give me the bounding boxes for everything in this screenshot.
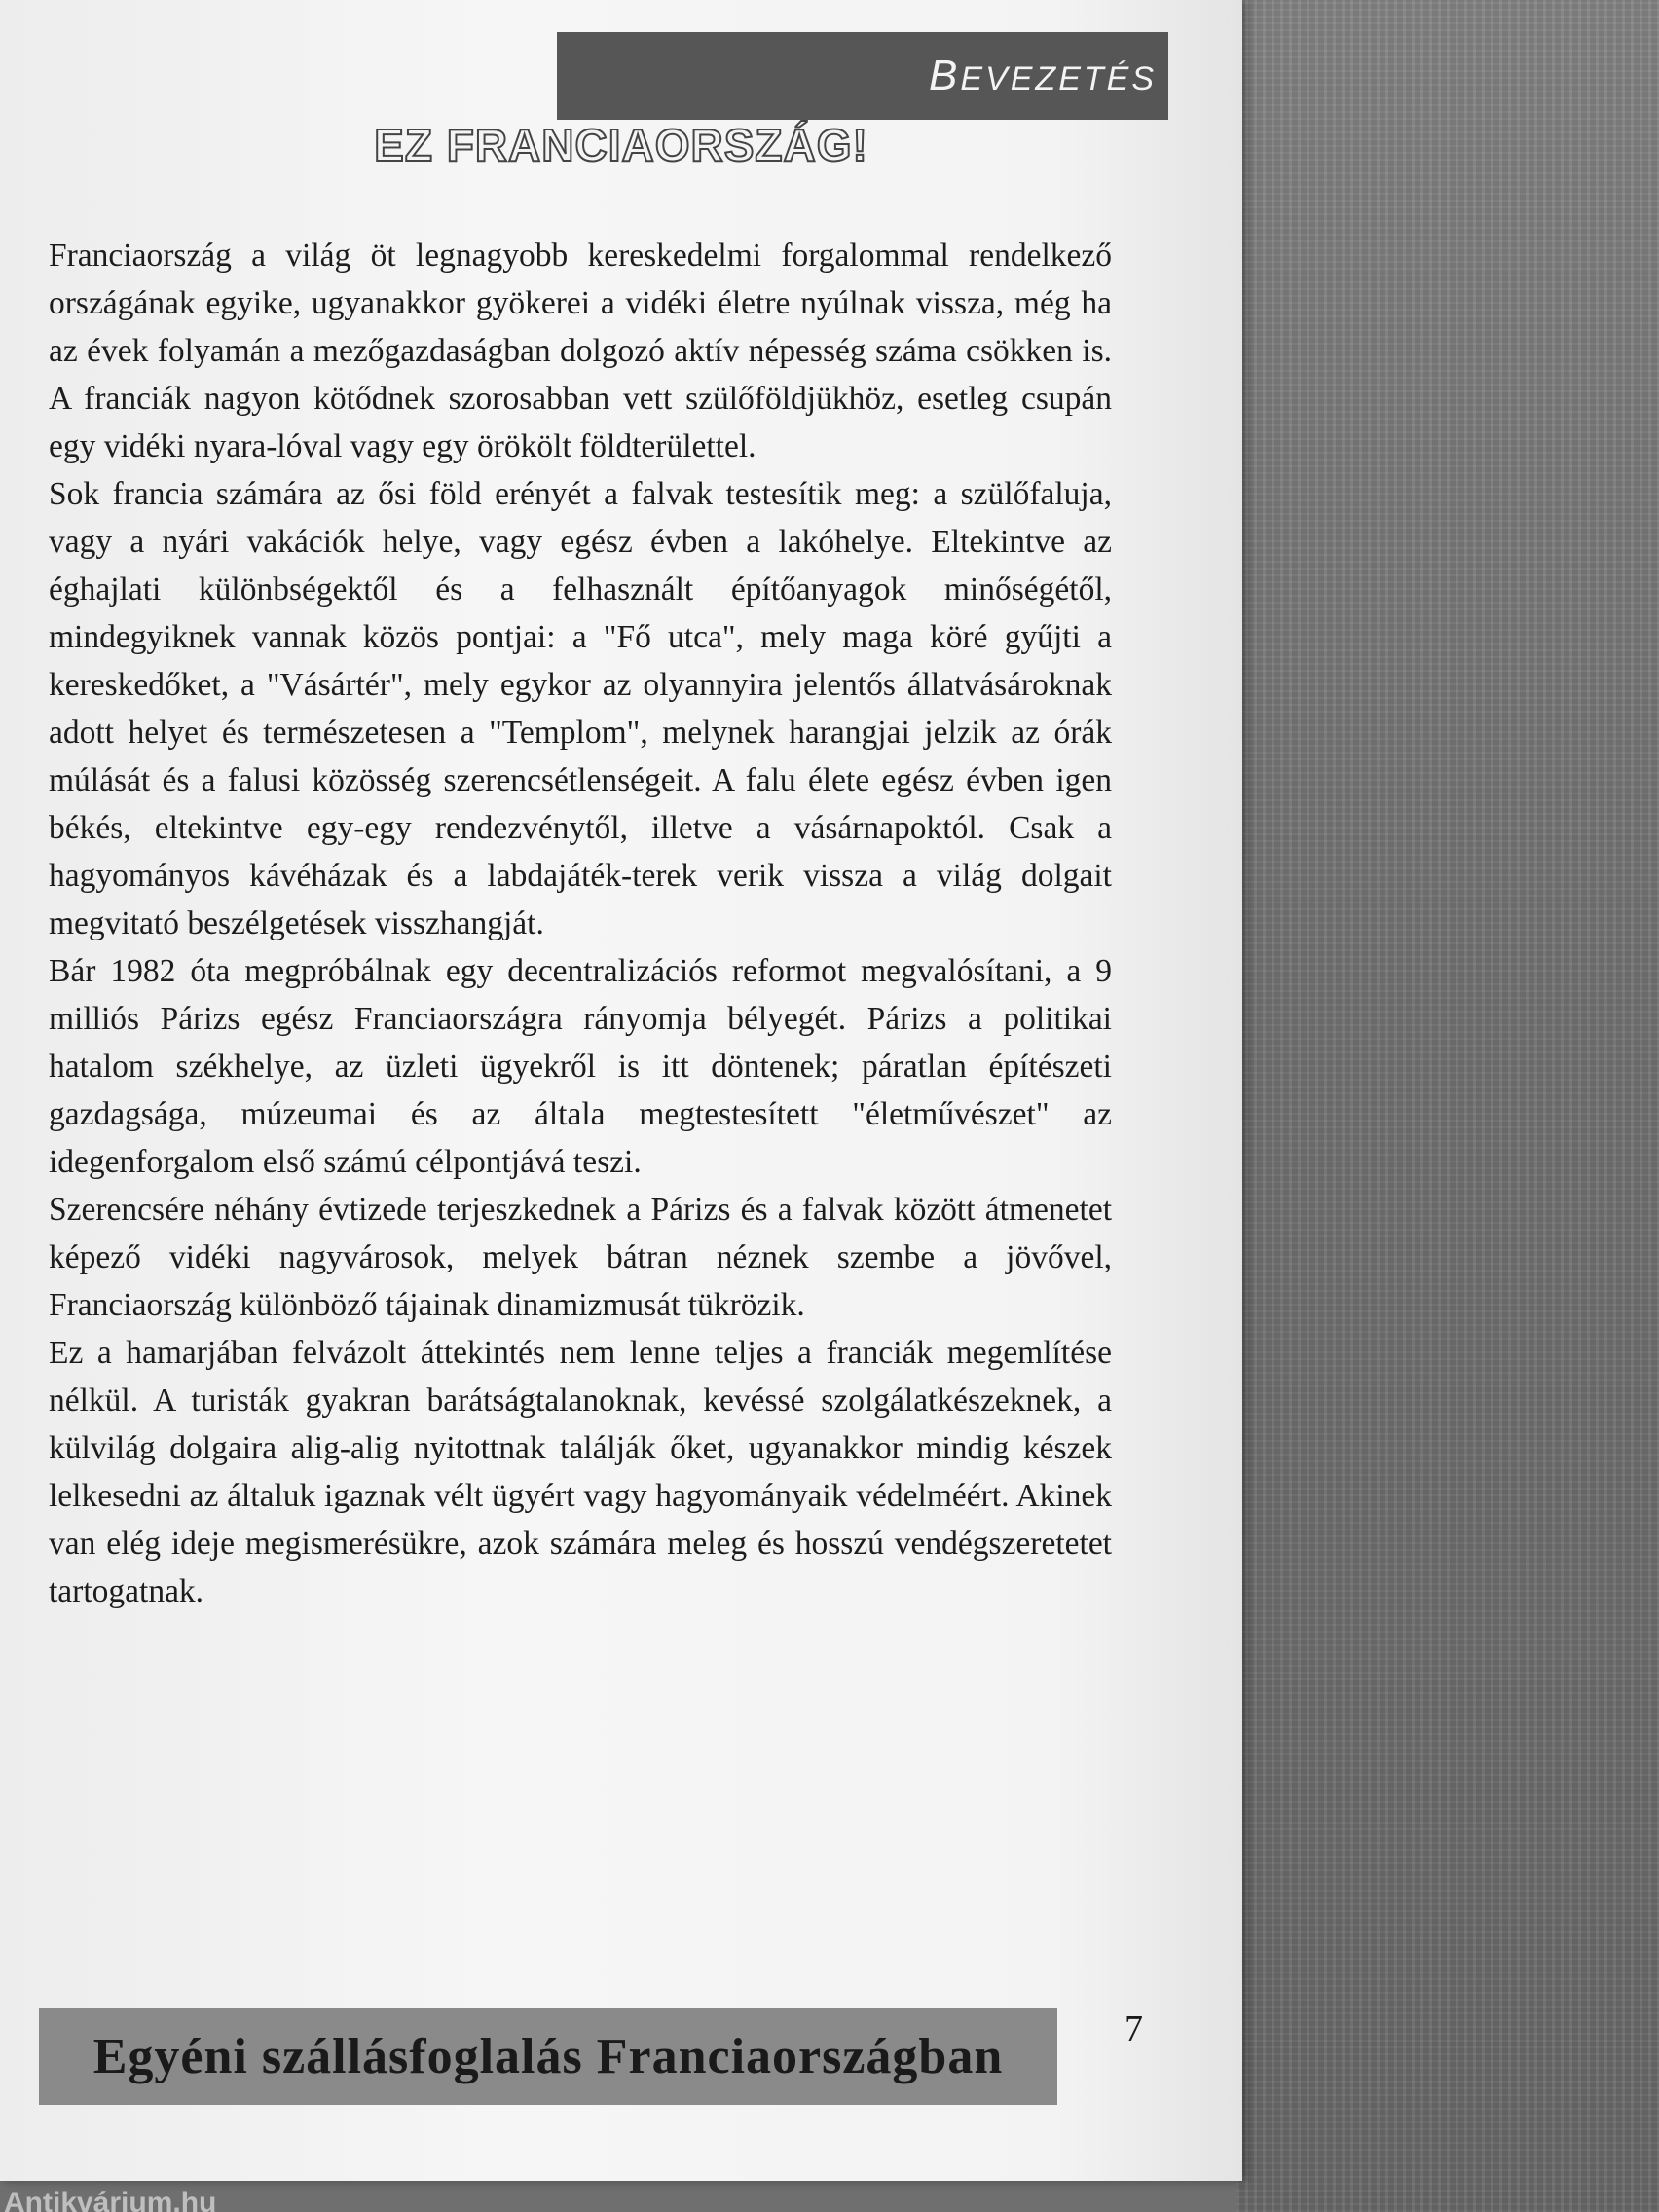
paragraph: Ez a hamarjában felvázolt áttekintés nem lenne teljes a franciák megemlítése nélkül. A turisták gyakran barátságtalanoknak, kevéssé szolgálatkészeknek, a külvilág dolgaira alig-alig nyitottnak találják őket, ugyanakkor mindig készek lelkesedni az általuk igaznak vélt ügyért vagy hagyományaik védelméért. Akinek van elég ideje megismerésükre, azok számára meleg és hosszú vendégszeretetet tartogatnak.: [49, 1335, 1112, 1609]
body-text: [49, 232, 1112, 1615]
paragraph: Bár 1982 óta megpróbálnak egy decentralizációs reformot megvalósítani, a 9 milliós Párizs egész Franciaországra rányomja bélyegét. Párizs a politikai hatalom székhelye, az üzleti ügyekről is itt döntenek; páratlan építészeti gazdagsága, múzeumai és az általa megtestesített "életművészet" az idegenforgalom első számú célpontjává teszi.: [49, 953, 1112, 1180]
chapter-title: EZ FRANCIAORSZÁG!: [374, 120, 868, 170]
background-surface: [1236, 0, 1659, 2212]
footer-title-bar: [39, 2008, 1057, 2105]
section-header-text: BEVEZETÉS: [929, 52, 1157, 99]
page-number: 7: [1124, 2009, 1143, 2049]
paragraph: Sok francia számára az ősi föld erényét a falvak testesítik meg: a szülőfaluja, vagy a nyári vakációk helye, vagy egész évben a lakóhelye. Eltekintve az éghajlati különbségektől és a felhasznált építőanyagok minőségétől, mindegyiknek vannak közös pontjai: a "Fő utca", mely maga köré gyűjti a kereskedőket, a "Vásártér", mely egykor az olyannyira jelentős állatvásároknak adott helyet és természetesen a "Templom", melynek harangjai jelzik az órák múlását és a falusi közösség szerencsétlenségeit. A falu élete egész évben igen békés, eltekintve egy-egy rendezvénytől, illetve a vásárnapoktól. Csak a hagyományos kávéházak és a labdajáték-terek verik vissza a világ dolgait megvitató beszélgetések visszhangját.: [49, 476, 1112, 941]
book-title: Egyéni szállásfoglalás Franciaországban: [92, 2028, 1004, 2084]
watermark: Antikvárium.hu: [4, 2187, 217, 2212]
section-header-bar: [557, 32, 1168, 120]
paragraph: Franciaország a világ öt legnagyobb kereskedelmi forgalommal rendelkező országának egyike, ugyanakkor gyökerei a vidéki életre nyúlnak vissza, még ha az évek folyamán a mezőgazdaságban dolgozó aktív népesség száma csökken is. A franciák nagyon kötődnek szorosabban vett szülőföldjükhöz, esetleg csupán egy vidéki nyara-lóval vagy egy örökölt földterülettel.: [49, 238, 1112, 464]
paragraph: Szerencsére néhány évtizede terjeszkednek a Párizs és a falvak között átmenetet képező vidéki nagyvárosok, melyek bátran néznek szembe a jövővel, Franciaország különböző tájainak dinamizmusát tükrözik.: [49, 1192, 1112, 1323]
